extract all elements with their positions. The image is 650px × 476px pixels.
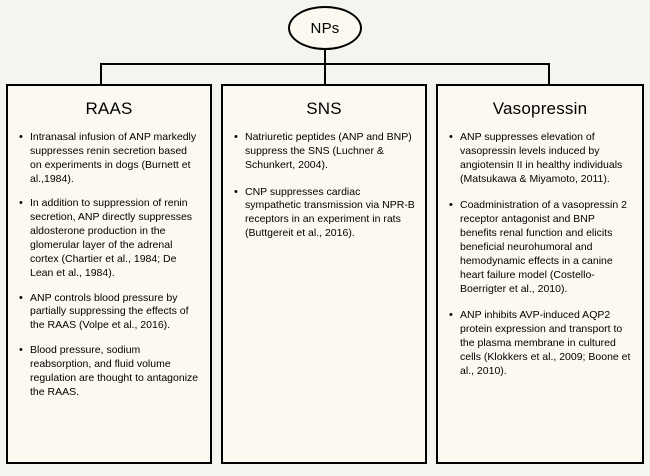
list-item: • Intranasal infusion of ANP markedly suppresses renin secretion based on experiments in dogs (Burnett et al.,1984). — [18, 131, 200, 186]
panel-vasopressin-bullet-list — [448, 131, 632, 379]
list-item: • ANP inhibits AVP-induced AQP2 protein expression and transport to the plasma membrane in cultured cells (Klokkers et al., 2009; Boone et al., 2010). — [448, 309, 632, 378]
list-item: • In addition to suppression of renin secretion, ANP directly suppresses aldosterone production in the glomerular layer of the adrenal cortex (Chartier et al., 1984; De Lean et al., 1984). — [18, 197, 200, 280]
panel-vasopressin-title: Vasopressin — [492, 99, 588, 118]
connector-drop-raas — [100, 63, 102, 85]
list-item: • ANP controls blood pressure by partially suppressing the effects of the RAAS (Volpe et al., 2016). — [18, 292, 200, 334]
panel-raas-bullet-list — [18, 131, 200, 400]
panel-raas-title: RAAS — [85, 99, 133, 118]
list-item: • ANP suppresses elevation of vasopressin levels induced by angiotensin II in healthy individuals (Matsukawa & Miyamoto, 2011). — [448, 131, 632, 186]
list-item: • Blood pressure, sodium reabsorption, and fluid volume regulation are thought to antagonize the RAAS. — [18, 344, 200, 399]
panel-sns-title: SNS — [306, 99, 342, 118]
panel-vasopressin — [436, 84, 644, 464]
list-item: • CNP suppresses cardiac sympathetic transmission via NPR-B receptors in an experiment in rats (Buttgereit et al., 2016). — [233, 186, 415, 241]
panel-sns-bullet-list — [233, 131, 415, 241]
root-node-label: NPs — [310, 19, 340, 37]
panel-raas — [6, 84, 212, 464]
connector-drop-vasopressin — [548, 63, 550, 85]
connector-root-stem — [324, 50, 326, 64]
list-item: • Coadministration of a vasopressin 2 receptor antagonist and BNP benefits renal function and elicits beneficial neurohumoral and hemodynamic effects in a canine heart failure model (Costello-Boerrigter et al., 2010). — [448, 199, 632, 296]
panel-sns — [221, 84, 427, 464]
list-item: • Natriuretic peptides (ANP and BNP) suppress the SNS (Luchner & Schunkert, 2004). — [233, 131, 415, 173]
connector-drop-sns — [324, 63, 326, 85]
root-node-nps — [288, 6, 362, 50]
